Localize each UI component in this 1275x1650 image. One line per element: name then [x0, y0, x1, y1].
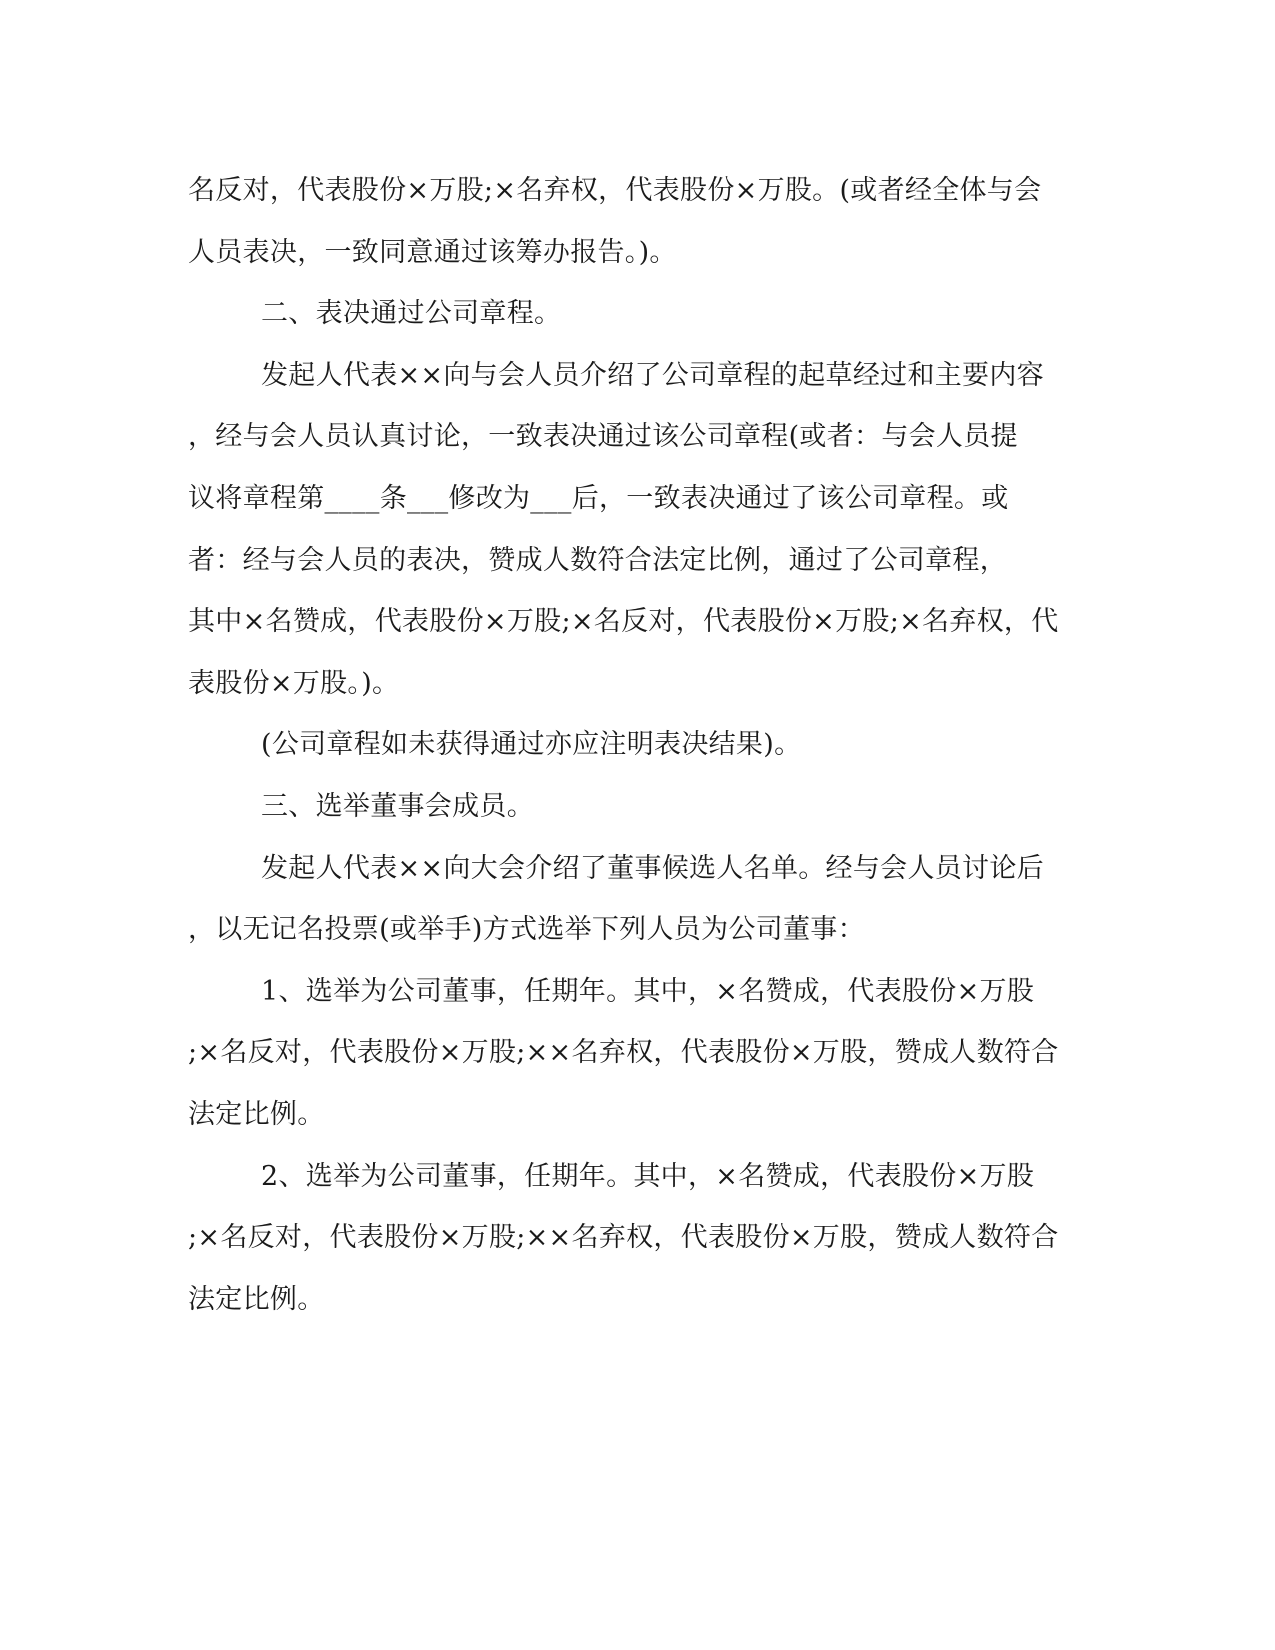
text-line: 人员表决，一致同意通过该筹办报告。)。	[188, 236, 677, 268]
text-line: 发起人代表××向与会人员介绍了公司章程的起草经过和主要内容	[261, 359, 1044, 391]
text-line: 法定比例。	[188, 1098, 325, 1130]
note-line: (公司章程如未获得通过亦应注明表决结果)。	[261, 729, 802, 761]
text-line: 名反对，代表股份×万股;×名弃权，代表股份×万股。(或者经全体与会	[188, 175, 1042, 206]
text-line: 表股份×万股。)。	[188, 667, 400, 699]
text-line: ;×名反对，代表股份×万股;××名弃权，代表股份×万股，赞成人数符合	[188, 1037, 1059, 1069]
text-line: 者：经与会人员的表决，赞成人数符合法定比例，通过了公司章程，	[188, 544, 1007, 576]
text-line: ，以无记名投票(或举手)方式选举下列人员为公司董事：	[188, 914, 865, 946]
text-line: ;×名反对，代表股份×万股;××名弃权，代表股份×万股，赞成人数符合	[188, 1222, 1059, 1254]
list-item-1: 1、选举为公司董事，任期年。其中，×名赞成，代表股份×万股	[261, 975, 1035, 1007]
text-line: 其中×名赞成，代表股份×万股;×名反对，代表股份×万股;×名弃权，代	[188, 606, 1059, 638]
text-line: 议将章程第____条___修改为___后，一致表决通过了该公司章程。或	[188, 482, 1009, 514]
document-body	[188, 160, 1083, 1330]
section-heading-2: 二、表决通过公司章程。	[261, 298, 562, 330]
list-item-2: 2、选举为公司董事，任期年。其中，×名赞成，代表股份×万股	[261, 1160, 1035, 1192]
text-line: ，经与会人员认真讨论，一致表决通过该公司章程(或者：与会人员提	[188, 421, 1018, 453]
text-line: 发起人代表××向大会介绍了董事候选人名单。经与会人员讨论后	[261, 852, 1044, 884]
section-heading-3: 三、选举董事会成员。	[261, 790, 534, 822]
text-line: 法定比例。	[188, 1283, 325, 1315]
